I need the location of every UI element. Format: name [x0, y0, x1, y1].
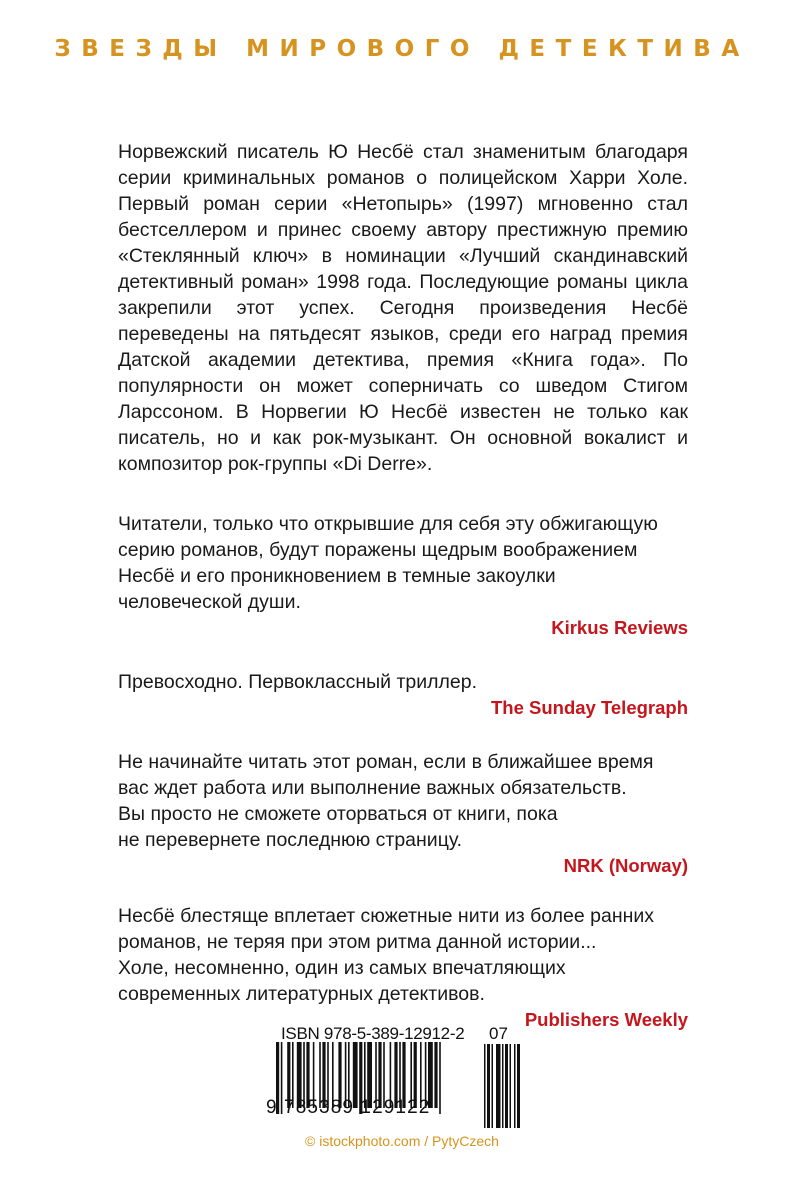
review-text: Несбё блестяще вплетает сюжетные нити из более ранних романов, не теряя при этом ритма данной истории... Холе, несомненно, один из самых впечатляющих современных литературных детективов.: [118, 905, 655, 1005]
isbn-number: ISBN 978-5-389-12912-2: [281, 1024, 465, 1043]
author-bio: Норвежский писатель Ю Несбё стал знаменитым благодаря серии криминальных романов о полицейском Харри Холе. Первый роман серии «Нетопырь» (1997) мгновенно стал бестселлером и принес своему автору престижную премию «Стеклянный ключ» в номинации «Лучший скандинавский детективный роман» 1998 года. Последующие романы цикла закрепили этот успех. Сегодня произведения Несбё переведены на пятьдесят языков, среди его наград премия Датской академии детектива, премия «Книга года». По популярности он может соперничать со шведом Стигом Ларссоном. В Норвегии Ю Несбё известен не только как писатель, но и как рок-музыкант. Он основной вокалист и композитор рок-группы «Di Derre».: [118, 141, 688, 475]
addon-barcode-bars: [484, 1044, 520, 1128]
back-cover-text: [118, 139, 688, 1033]
review-quote: [118, 903, 688, 1033]
barcode-addon-number: 07: [489, 1024, 508, 1043]
review-source: NRK (Norway): [563, 855, 688, 876]
review-quote: [118, 749, 688, 879]
review-source: The Sunday Telegraph: [490, 697, 688, 718]
review-quote: [118, 669, 688, 721]
review-text: Превосходно. Первоклассный триллер.: [118, 671, 478, 693]
review-text: Не начинайте читать этот роман, если в ближайшее время вас ждет работа или выполнение важных обязательств. Вы просто не сможете оторваться от книги, пока не перевернете последнюю страницу.: [118, 751, 654, 851]
review-source: Kirkus Reviews: [551, 617, 688, 638]
review-quote: [118, 511, 688, 641]
review-text: Читатели, только что открывшие для себя эту обжигающую серию романов, будут поражены щедрым воображением Несбё и его проникновением в темные закоулки человеческой души.: [118, 513, 658, 613]
photo-credit: © istockphoto.com / PytyCzech: [305, 1133, 499, 1149]
ean-digits: 9 785389 129122: [266, 1097, 431, 1118]
series-title: ЗВЕЗДЫ МИРОВОГО ДЕТЕКТИВА: [54, 36, 750, 62]
review-source: Publishers Weekly: [524, 1009, 688, 1030]
